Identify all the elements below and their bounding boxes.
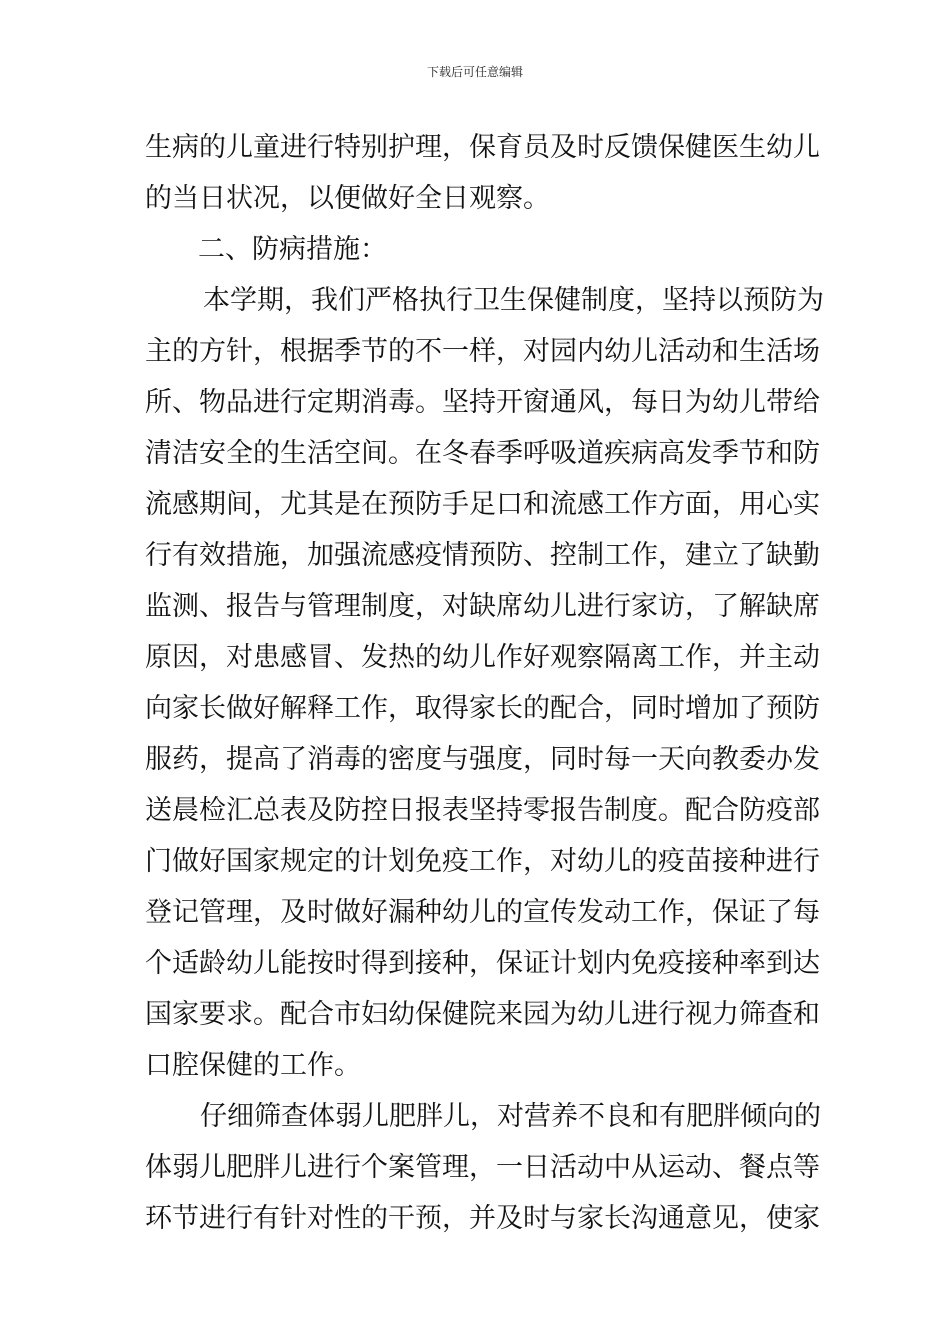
text-line: 的当日状况，以便做好全日观察。 [145,183,550,214]
text-line: 口腔保健的工作。 [145,1050,361,1081]
page-header: 下载后可任意编辑 [426,65,523,79]
text-line: 送晨检汇总表及防控日报表坚持零报告制度。配合防疫部 [145,795,820,826]
text-line: 所、物品进行定期消毒。坚持开窗通风，每日为幼儿带给 [145,387,820,418]
text-line: 环节进行有针对性的干预，并及时与家长沟通意见，使家 [145,1203,820,1234]
text-line: 仔细筛查体弱儿肥胖儿，对营养不良和有肥胖倾向的 [200,1101,821,1132]
text-line: 门做好国家规定的计划免疫工作，对幼儿的疫苗接种进行 [145,846,820,877]
text-line: 国家要求。配合市妇幼保健院来园为幼儿进行视力筛查和 [145,999,820,1030]
text-line: 本学期，我们严格执行卫生保健制度，坚持以预防为 [203,285,824,316]
text-line: 行有效措施，加强流感疫情预防、控制工作，建立了缺勤 [145,540,820,571]
text-line: 登记管理，及时做好漏种幼儿的宣传发动工作，保证了每 [145,897,820,928]
text-line: 监测、报告与管理制度，对缺席幼儿进行家访，了解缺席 [145,591,820,622]
text-line: 生病的儿童进行特别护理，保育员及时反馈保健医生幼儿 [145,132,820,163]
text-line: 原因，对患感冒、发热的幼儿作好观察隔离工作，并主动 [145,642,820,673]
text-line: 体弱儿肥胖儿进行个案管理，一日活动中从运动、餐点等 [145,1152,820,1183]
text-line: 主的方针，根据季节的不一样，对园内幼儿活动和生活场 [145,336,820,367]
text-line: 向家长做好解释工作，取得家长的配合，同时增加了预防 [145,693,820,724]
section-heading: 二、防病措施： [198,234,387,265]
text-line: 服药，提高了消毒的密度与强度，同时每一天向教委办发 [145,744,820,775]
text-line: 流感期间，尤其是在预防手足口和流感工作方面，用心实 [145,489,820,520]
text-line: 清洁安全的生活空间。在冬春季呼吸道疾病高发季节和防 [145,438,820,469]
text-line: 个适龄幼儿能按时得到接种，保证计划内免疫接种率到达 [145,948,820,979]
